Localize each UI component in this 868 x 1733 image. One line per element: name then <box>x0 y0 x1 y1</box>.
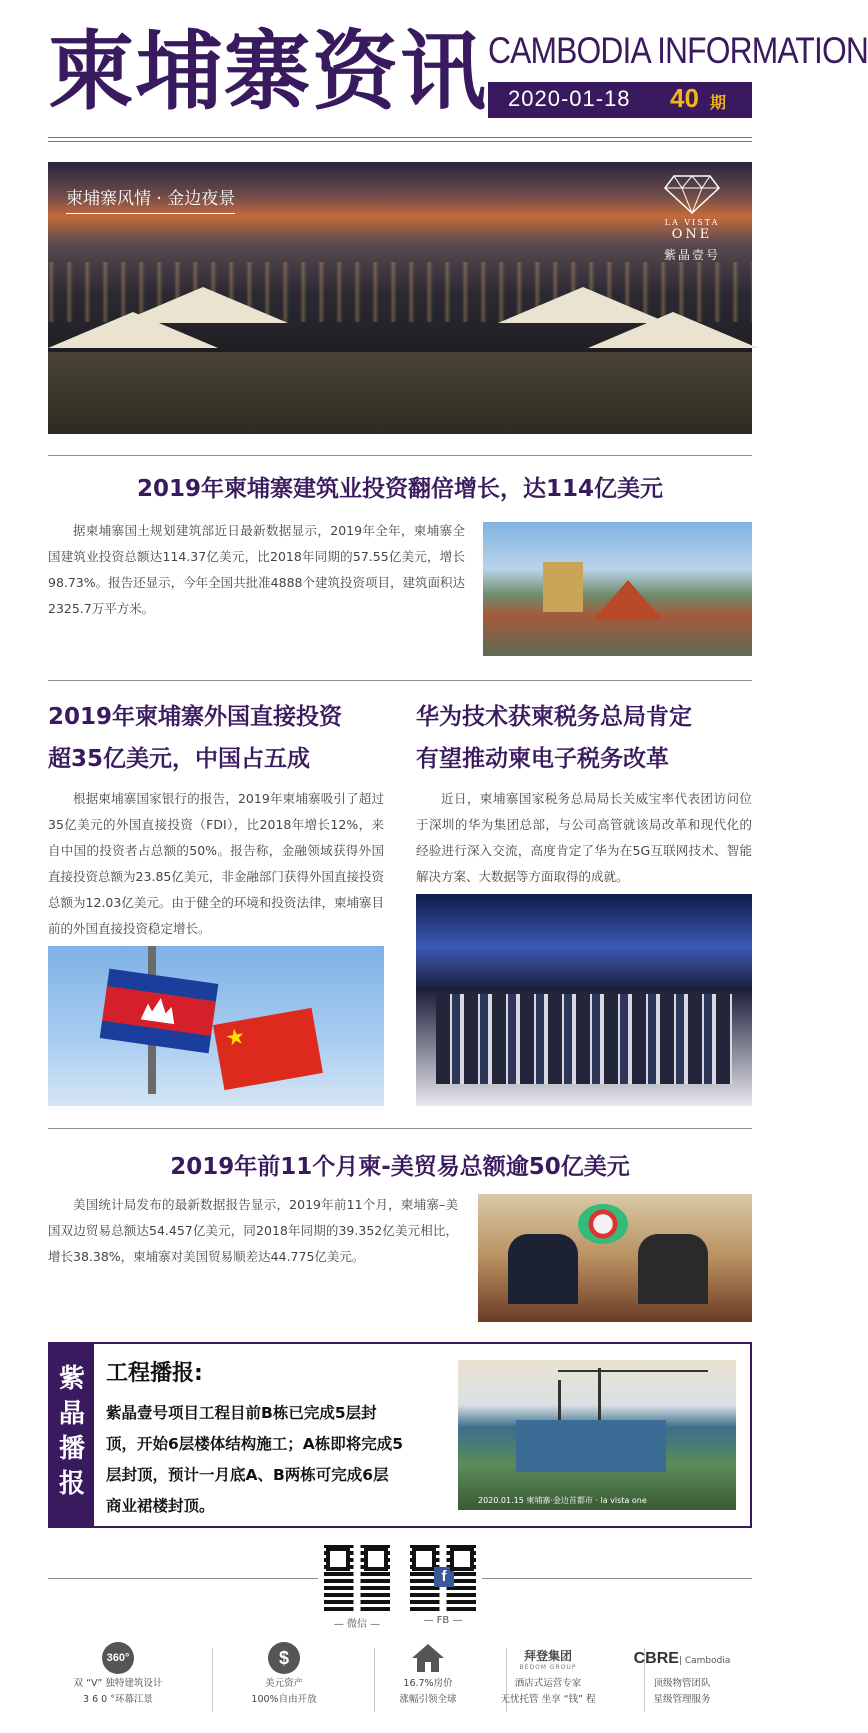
article-3-title-line1: 华为技术获柬税务总局肯定 <box>416 704 692 730</box>
dollar-icon: $ <box>268 1642 300 1674</box>
bulletin-side-label: 紫 晶 播 报 <box>50 1344 94 1526</box>
article-2-title-line2: 超35亿美元，中国占五成 <box>48 746 311 772</box>
features-row <box>48 1640 752 1720</box>
issue-number: 40 <box>670 83 699 113</box>
feature-price-growth: 16.7%房价 涨幅引领全球 <box>358 1640 498 1720</box>
facebook-label: — FB — <box>423 1615 463 1626</box>
feature-hotel-operation: 拜登集团 BEDOM GROUP 酒店式运营专家 无忧托管 坐享 “钱” 程 <box>478 1640 618 1720</box>
360-icon: 360° <box>102 1642 134 1674</box>
article-4-body: 美国统计局发布的最新数据报告显示，2019年前11个月，柬埔寨–美国双边贸易总额达54.457亿美元，同2018年同期的39.352亿美元相比，增长38.38%，柬埔寨对美国贸易顺差达44.775亿美元。 <box>48 1197 458 1264</box>
cbre-logo: CBRE| Cambodia <box>633 1650 731 1667</box>
section-divider <box>48 455 752 456</box>
facebook-qr[interactable] <box>410 1545 476 1626</box>
huawei-delegation-photo <box>416 894 752 1106</box>
issue-date: 2020-01-18 <box>508 86 631 111</box>
construction-photo-caption: 2020.01.15 柬埔寨·金边首都市 · la vista one <box>478 1496 647 1505</box>
article-2-title-line1: 2019年柬埔寨外国直接投资 <box>48 704 343 730</box>
masthead <box>48 21 868 122</box>
cambodia-china-flags-photo <box>48 946 384 1106</box>
article-2-body: 根据柬埔寨国家银行的报告，2019年柬埔寨吸引了超过35亿美元的外国直接投资（FDI），比2018年增长12%，来自中国的投资者占总额的50%。报告称，金融领域获得外国直接投资总额为23.85亿美元，非金融部门获得外国直接投资总额为12.03亿美元。由于健全的环境和投资法律，柬埔寨目前的外国直接投资稳定增长。 <box>48 791 384 936</box>
masthead-divider <box>48 137 752 142</box>
masthead-title-en: CAMBODIA INFORMATION <box>488 30 868 71</box>
masthead-date-bar <box>488 82 752 118</box>
wechat-qr-code[interactable] <box>324 1545 390 1611</box>
masthead-title: 柬埔寨资讯 <box>48 21 488 122</box>
bedom-logo: 拜登集团 BEDOM GROUP <box>519 1649 577 1671</box>
bilateral-meeting-photo <box>478 1194 752 1322</box>
wechat-label: — 微信 — <box>333 1619 381 1630</box>
phnom-penh-city-photo <box>483 522 752 656</box>
construction-site-photo <box>458 1360 736 1510</box>
issue-unit: 期 <box>710 95 727 112</box>
hero-night-view-image <box>48 162 752 434</box>
facebook-qr-code[interactable] <box>410 1545 476 1611</box>
bulletin-body: 紫晶壹号项目工程目前B栋已完成5层封顶，开始6层楼体结构施工；A栋即将完成5层封顶，预计一月底A、B两栋可完成6层商业裙楼封顶。 <box>106 1404 404 1515</box>
hero-caption: 柬埔寨风情 · 金边夜景 <box>66 184 235 214</box>
cambodia-flag-icon <box>100 969 219 1054</box>
diamond-icon <box>664 174 720 214</box>
house-icon <box>411 1643 445 1673</box>
bulletin-title: 工程播报: <box>106 1361 203 1386</box>
feature-usd-asset: $ 美元资产 100%自由开放 <box>214 1640 354 1720</box>
feature-property-management: CBRE| Cambodia 顶级物管团队 星级管理服务 <box>633 1650 731 1705</box>
la-vista-one-logo: LA VISTA ONE 紫晶壹号 <box>652 174 732 263</box>
article-1-body: 据柬埔寨国土规划建筑部近日最新数据显示，2019年全年，柬埔寨全国建筑业投资总额达114.37亿美元，比2018年同期的57.55亿美元，增长98.73%。报告还显示，今年全国共批准4888个建筑投资项目，建筑面积达2325.7万平方米。 <box>48 523 465 616</box>
qr-divider-right <box>482 1578 752 1579</box>
feature-360-view: 360° 双 “V” 独特建筑设计 3 6 0 °环幕江景 <box>48 1640 188 1720</box>
qr-divider-left <box>48 1578 318 1579</box>
article-4-title: 2019年前11个月柬-美贸易总额逾50亿美元 <box>170 1154 630 1180</box>
china-flag-icon <box>213 1008 323 1090</box>
facebook-icon: f <box>434 1567 454 1587</box>
project-bulletin <box>48 1342 752 1528</box>
article-1-title: 2019年柬埔寨建筑业投资翻倍增长，达114亿美元 <box>136 476 664 502</box>
article-3-title-line2: 有望推动柬电子税务改革 <box>416 746 669 772</box>
section-divider <box>48 680 752 681</box>
wechat-qr[interactable] <box>324 1545 390 1630</box>
section-divider <box>48 1128 752 1129</box>
article-3-body: 近日，柬埔寨国家税务总局局长关威宝率代表团访问位于深圳的华为集团总部，与公司高管就该局改革和现代化的经验进行深入交流，高度肯定了华为在5G互联网技术、智能解决方案、大数据等方面取得的成就。 <box>416 791 752 884</box>
